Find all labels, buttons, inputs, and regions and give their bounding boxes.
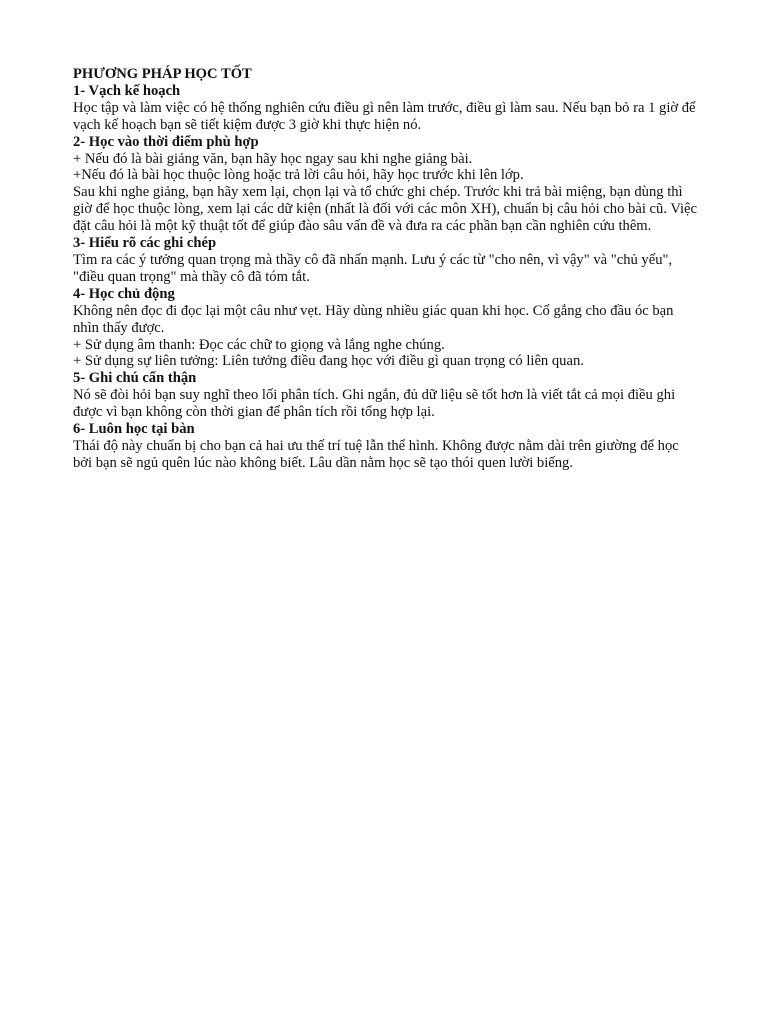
section-2 [73,134,701,235]
section-5 [73,370,701,421]
section-heading: 1- Vạch kế hoạch [73,82,181,99]
section-paragraph: Học tập và làm việc có hệ thống nghiên cứu điều gì nên làm trước, điều gì làm sau. Nếu bạn bỏ ra 1 giờ để vạch kế hoạch bạn sẽ tiết kiệm được 3 giờ khi thực hiện nó. [73,99,696,133]
section-6 [73,421,701,472]
section-heading: 4- Học chủ động [73,285,175,302]
document-title: PHƯƠNG PHÁP HỌC TỐT [73,66,252,82]
section-4 [73,286,701,371]
section-paragraph: + Sử dụng âm thanh: Đọc các chữ to giọng và lắng nghe chúng. [73,336,445,353]
section-paragraph: Sau khi nghe giảng, bạn hãy xem lại, chọn lại và tổ chức ghi chép. Trước khi trả bài miệng, bạn dùng thì giờ để học thuộc lòng, xem lại các dữ kiện (nhất là đối với các môn XH), chuẩn bị câu hỏi cho bài cũ. Việc đặt câu hỏi là một kỹ thuật tốt để giúp đào sâu vấn đề và đưa ra các phần bạn cần nghiên cứu thêm. [73,184,697,235]
section-heading: 2- Học vào thời điểm phù hợp [73,133,259,150]
section-paragraph: Tìm ra các ý tưởng quan trọng mà thầy cô đã nhấn mạnh. Lưu ý các từ "cho nên, vì vậy" và "chủ yếu", "điều quan trọng" mà thầy cô đã tóm tắt. [73,251,673,285]
section-heading: 3- Hiểu rõ các ghi chép [73,235,217,252]
section-1 [73,83,701,134]
section-paragraph: +Nếu đó là bài học thuộc lòng hoặc trả lời câu hỏi, hãy học trước khi lên lớp. [73,167,524,184]
section-paragraph: Thái độ này chuẩn bị cho bạn cả hai ưu thế trí tuệ lẫn thể hình. Không được nằm dài trên giường để học bởi bạn sẽ ngủ quên lúc nào không biết. Lâu dần nằm học sẽ tạo thói quen lười biếng. [73,437,679,471]
section-heading: 5- Ghi chú cẩn thận [73,370,197,387]
section-paragraph: + Nếu đó là bài giảng văn, bạn hãy học ngay sau khi nghe giảng bài. [73,150,473,167]
section-3 [73,235,701,286]
section-paragraph: Nó sẽ đòi hỏi bạn suy nghĩ theo lối phân tích. Ghi ngắn, đủ dữ liệu sẽ tốt hơn là viết tắt cả mọi điều ghi được vì bạn không còn thời gian để phân tích rồi tổng hợp lại. [73,387,676,421]
section-heading: 6- Luôn học tại bàn [73,421,195,438]
section-paragraph: + Sử dụng sự liên tưởng: Liên tưởng điều đang học với điều gì quan trọng có liên quan. [73,353,584,370]
section-paragraph: Không nên đọc đi đọc lại một câu như vẹt. Hãy dùng nhiều giác quan khi học. Cố gắng cho đầu óc bạn nhìn thấy được. [73,302,674,336]
document-page [73,66,701,472]
